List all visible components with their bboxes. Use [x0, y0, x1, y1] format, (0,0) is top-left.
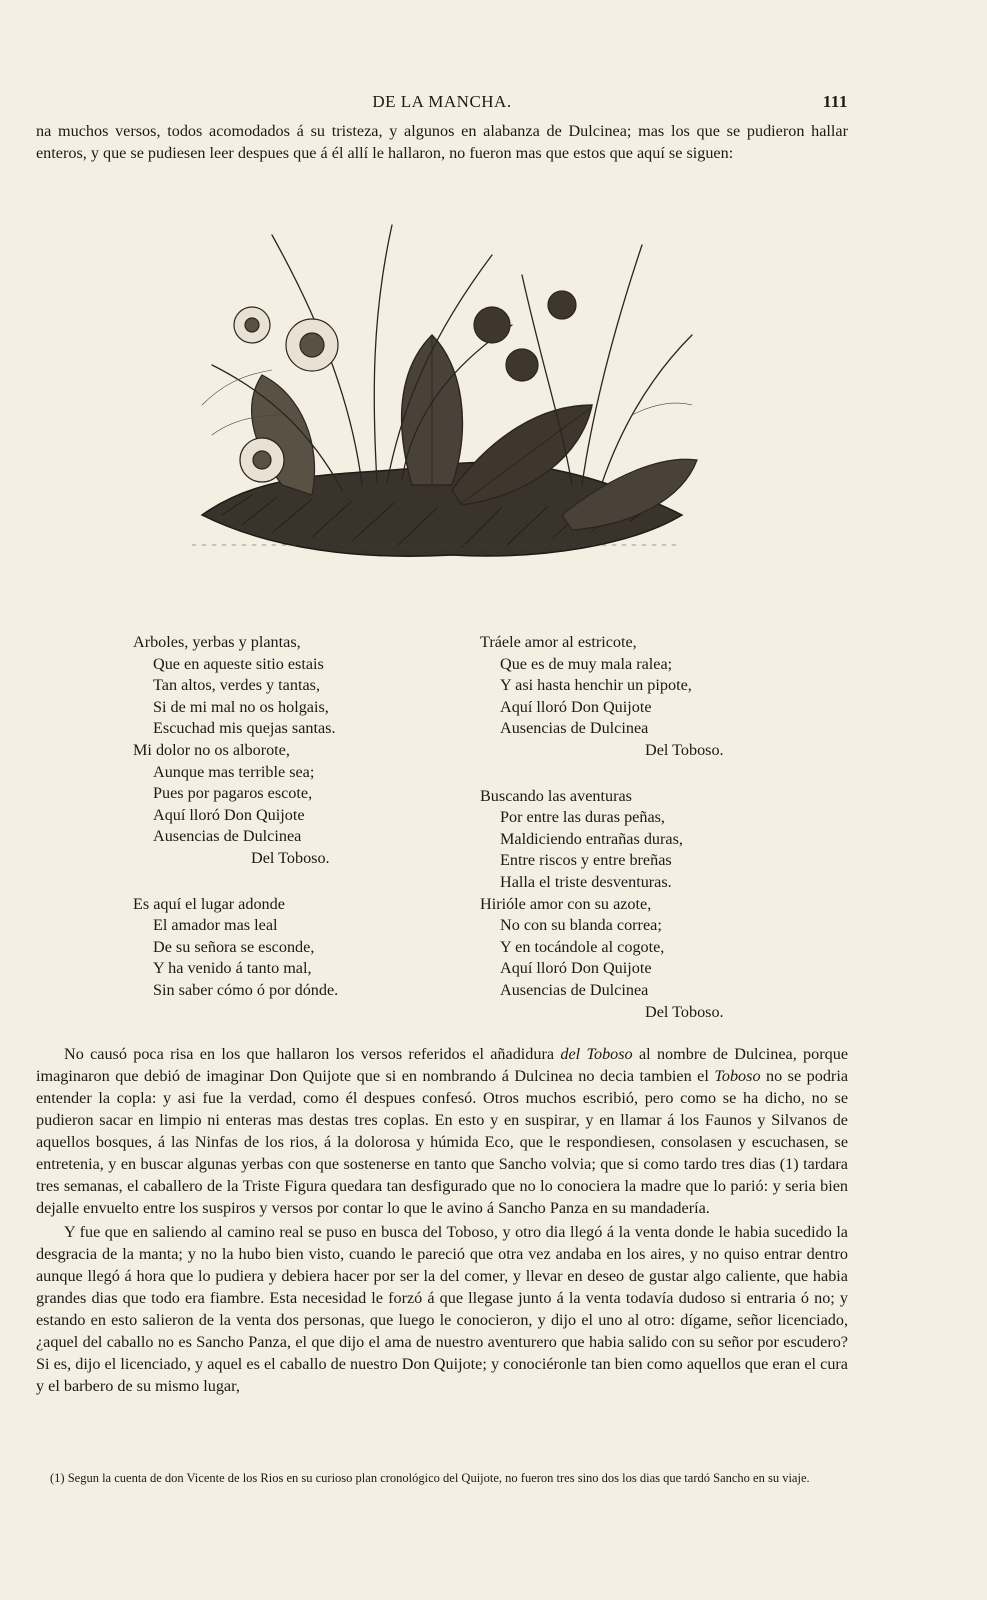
stanza-right-2: [480, 786, 780, 1024]
running-head: [36, 92, 848, 114]
body-p1-italic-2: Toboso: [714, 1067, 761, 1085]
body-p1-italic-1: del Toboso: [560, 1045, 633, 1063]
verse-line: Si de mi mal no os holgais,: [153, 697, 329, 716]
verse-line: Del Toboso.: [251, 848, 330, 867]
verse-column-left: [133, 632, 433, 1021]
body-text: [36, 1043, 848, 1397]
verse-line: Halla el triste desventuras.: [500, 872, 672, 891]
verse-line: Ausencias de Dulcinea: [500, 980, 649, 999]
verse-line: Ausencias de Dulcinea: [153, 827, 302, 846]
verse-line: Y en tocándole al cogote,: [500, 937, 665, 956]
stanza-left-1: [133, 632, 433, 870]
stanza-left-2: [133, 894, 433, 1002]
body-paragraph-2: Y fue que en saliendo al camino real se puso en busca del Toboso, y otro dia llegó á la venta donde le habia sucedido la desgracia de la manta; y no la hubo bien visto, cuando le pareció que otra vez andaba en los aires, y no quiso entrar dentro aunque llegó á hora que lo pudiera y debiera hacer por ser la del comer, y llevar en deseo de gustar algo caliente, que habia grandes dias que todo era fiambre. Esta necesidad le forzó á que llegase junto á la venta todavía dudoso si entraria ó no; y estando en esto salieron de la venta dos personas, que luego le conocieron, y dijo el uno al otro: dígame, señor licenciado, ¿aquel del caballo no es Sancho Panza, el que dijo el ama de nuestro aventurero que habia salido con su señor por escudero? Si es, dijo el licenciado, y aquel es el caballo de nuestro Don Quijote; y conociéronle tan bien como aquellos que eran el cura y el barbero de su mismo lugar,: [36, 1223, 848, 1395]
body-p1-text-c: no se podria entender la copla: y asi fue la verdad, como él despues confesó. Otros muchos escribió, pero como se ha dicho, no se pudieron sacar en limpio ni enteras mas destas tres coplas. En esto y en suspirar, y en llamar á los Faunos y Silvanos de aquellos bosques, á las Ninfas de los rios, á la dolorosa y húmida Eco, que le respondiesen, consolasen y escuchasen, se entretenia, y en buscar algunas yerbas con que sostenerse en tanto que Sancho volvia; que si como tardo tres dias (1) tardara tres semanas, el caballero de la Triste Figura quedara tan desfigurado que no lo conociera la madre que lo parió: y seria bien dejalle envuelto entre los suspiros y versos por contar lo que le avino á Sancho Panza en su mandadería.: [36, 1067, 849, 1217]
verse-line: Aquí lloró Don Quijote: [500, 697, 652, 716]
intro-text: na muchos versos, todos acomodados á su tristeza, y algunos en alabanza de Dulcinea; mas los que se pudieron hallar enteros, y que se pudiesen leer despues que á él allí le hallaron, no fueron mas que estos que aquí se siguen:: [36, 122, 848, 162]
verse-line: Buscando las aventuras: [480, 786, 632, 805]
verse-line: Hirióle amor con su azote,: [480, 894, 652, 913]
verse-line: Tráele amor al estricote,: [480, 633, 637, 651]
running-title: DE LA MANCHA.: [372, 92, 512, 111]
intro-paragraph: [36, 120, 848, 164]
verse-line: Aunque mas terrible sea;: [153, 762, 315, 781]
verse-line: Pues por pagaros escote,: [153, 784, 313, 803]
verse-line: No con su blanda correa;: [500, 916, 662, 935]
verse-line: Que en aqueste sitio estais: [153, 654, 324, 673]
verse-line: Escuchad mis quejas santas.: [153, 719, 336, 738]
verse-line: Sin saber cómo ó por dónde.: [153, 980, 339, 999]
verse-line: Que es de muy mala ralea;: [500, 654, 673, 673]
verse-line: Entre riscos y entre breñas: [500, 851, 672, 870]
verse-line: Por entre las duras peñas,: [500, 808, 665, 827]
verse-line: Del Toboso.: [645, 1002, 724, 1021]
verse-line: De su señora se esconde,: [153, 937, 315, 956]
body-paragraph-1: [36, 1043, 848, 1219]
verse-line: Ausencias de Dulcinea: [500, 719, 649, 738]
verse-line: El amador mas leal: [153, 916, 278, 935]
verse-line: Y ha venido á tanto mal,: [153, 959, 312, 978]
verse-column-right: [480, 632, 780, 1042]
body-p1-text-a: No causó poca risa en los que hallaron los versos referidos el añadidura: [64, 1045, 561, 1063]
verse-line: Mi dolor no os alborote,: [133, 740, 290, 759]
botanical-vignette: [162, 215, 712, 593]
footnote: (1) Segun la cuenta de don Vicente de los Rios en su curioso plan cronológico del Quijote, no fueron tres sino dos los dias que tardó Sancho en su viaje.: [50, 1471, 810, 1485]
verse-line: Arboles, yerbas y plantas,: [133, 633, 301, 651]
verse-line: Aquí lloró Don Quijote: [500, 959, 652, 978]
verse-line: Aquí lloró Don Quijote: [153, 805, 305, 824]
verse-line: Tan altos, verdes y tantas,: [153, 676, 320, 695]
verse-line: Del Toboso.: [645, 740, 724, 759]
verse-line: Es aquí el lugar adonde: [133, 894, 285, 913]
stanza-right-1: [480, 632, 780, 762]
page-number: 111: [822, 92, 848, 111]
verse-line: Y asi hasta henchir un pipote,: [500, 676, 692, 695]
verse-line: Maldiciendo entrañas duras,: [500, 829, 683, 848]
body-p1-text-b: al nombre de Dulcinea, porque imaginaron que debió de imaginar Don Quijote que si en nombrando á Dulcinea no decia tambien el: [36, 1045, 849, 1085]
